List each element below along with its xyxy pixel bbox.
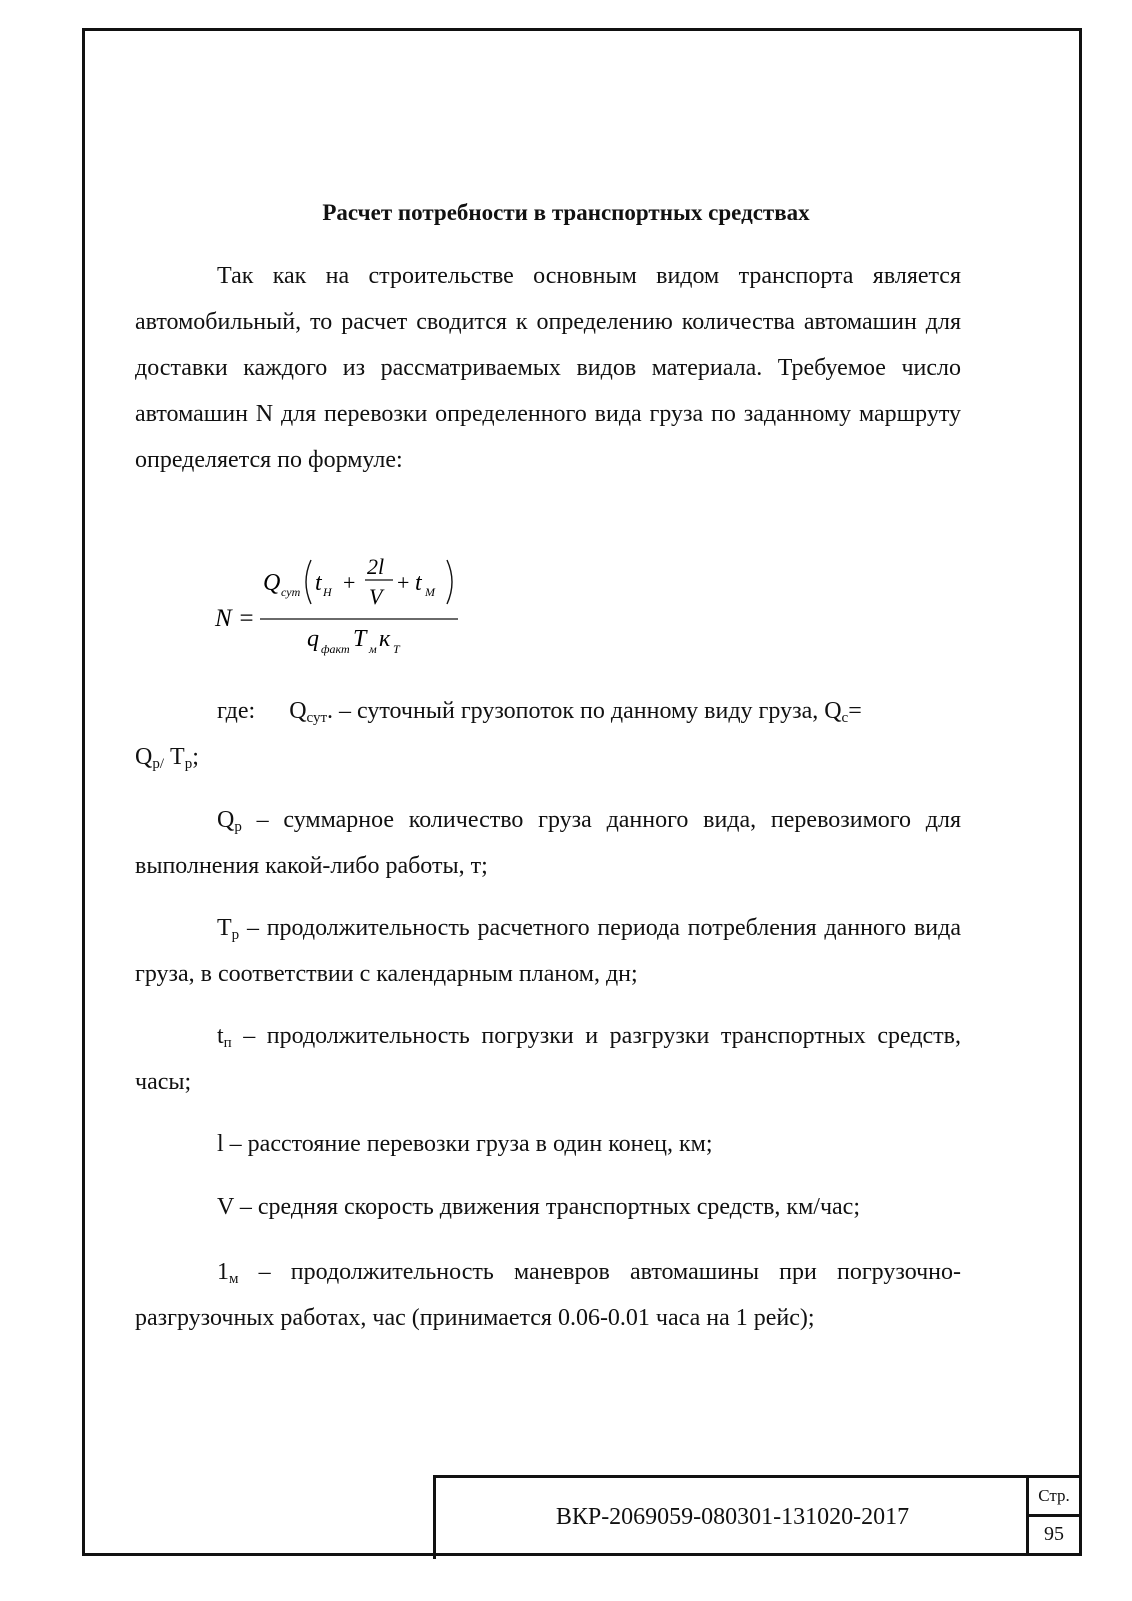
formula-t2: t	[415, 570, 422, 596]
definition-text: – продолжительность погрузки и разгрузки транспортных средств, часы;	[135, 1023, 961, 1095]
definition-subscript: п	[223, 1035, 232, 1051]
definition-text-2: =	[848, 698, 862, 724]
definition-subscript-2: р	[184, 756, 193, 772]
formula-plus1: +	[343, 570, 356, 595]
definition-l	[135, 1121, 961, 1167]
definition-q-p	[135, 797, 961, 889]
formula-q: q	[307, 626, 319, 652]
definition-text: – расстояние перевозки груза в один конец, км;	[223, 1131, 713, 1157]
definition-subscript-2: с	[841, 710, 849, 726]
definition-q-sut-line2	[135, 734, 961, 780]
formula-T: T	[353, 626, 367, 652]
formula-k-sub: Т	[393, 642, 400, 656]
definition-t-n	[135, 1013, 961, 1105]
formula-t2-sub: М	[425, 585, 435, 599]
formula-right-paren	[447, 560, 452, 604]
definition-text: – средняя скорость движения транспортных средств, км/час;	[233, 1194, 860, 1220]
formula-lhs: N =	[215, 605, 255, 632]
formula-frac-den: V	[369, 584, 383, 609]
definition-subscript: р/	[152, 756, 165, 772]
definition-symbol: T	[217, 915, 232, 941]
definition-symbol: 1	[217, 1259, 229, 1285]
definition-symbol: l	[217, 1131, 224, 1157]
formula-Q: Q	[263, 570, 281, 596]
definition-text: – суммарное количество груза данного вида, перевозимого для выполнения какой-либо работы, т;	[135, 807, 961, 879]
formula-left-paren	[306, 560, 311, 604]
definition-t-p	[135, 905, 961, 997]
document-code: ВКР-2069059-080301-131020-2017	[555, 1504, 910, 1530]
formula-k: к	[379, 626, 391, 652]
formula-t1-sub: Н	[323, 585, 332, 599]
formula-q-sub: факт	[321, 642, 350, 656]
title-block	[433, 1475, 1029, 1559]
formula-frac-num: 2l	[367, 554, 385, 579]
formula-svg	[215, 554, 475, 668]
definition-v	[135, 1184, 961, 1230]
formula	[215, 554, 475, 668]
definition-symbol: t	[217, 1023, 224, 1049]
definition-symbol: V	[217, 1194, 234, 1220]
formula-t1: t	[315, 570, 322, 596]
page-label: Стр.	[1026, 1475, 1082, 1517]
definition-1-m	[135, 1249, 961, 1341]
definition-lead: где:	[217, 698, 256, 724]
definition-symbol-2: T	[164, 744, 185, 770]
intro-paragraph: Так как на строительстве основным видом транспорта является автомобильный, то расчет сводится к определению количества автомашин для доставки каждого из рассматриваемых видов материала. Требуемое число автомашин N для перевозки определенного вида груза по заданному маршруту определяется по формуле:	[135, 263, 961, 473]
definition-symbol: Q	[135, 744, 153, 770]
definition-subscript: р	[231, 927, 240, 943]
definition-text: ;	[192, 744, 199, 770]
definition-symbol: Q	[289, 698, 307, 724]
definition-q-sut	[135, 688, 961, 734]
formula-plus2: +	[397, 570, 410, 595]
definition-subscript: м	[229, 1271, 239, 1287]
formula-T-sub: м	[369, 642, 377, 656]
definition-text: – продолжительность маневров автомашины при погрузочно-разгрузочных работах, час (принимается 0.06-0.01 часа на 1 рейс);	[135, 1259, 961, 1331]
definition-symbol: Q	[217, 807, 235, 833]
definition-subscript: р	[234, 819, 242, 835]
page-number: 95	[1026, 1514, 1082, 1556]
definition-text: – продолжительность расчетного периода потребления данного вида груза, в соответствии с календарным планом, дн;	[135, 915, 961, 987]
formula-Q-sub: сут	[281, 585, 301, 599]
section-heading: Расчет потребности в транспортных средствах	[322, 200, 810, 225]
definition-subscript: сут	[306, 710, 328, 726]
definition-text: . – суточный грузопоток по данному виду груза, Q	[327, 698, 842, 724]
